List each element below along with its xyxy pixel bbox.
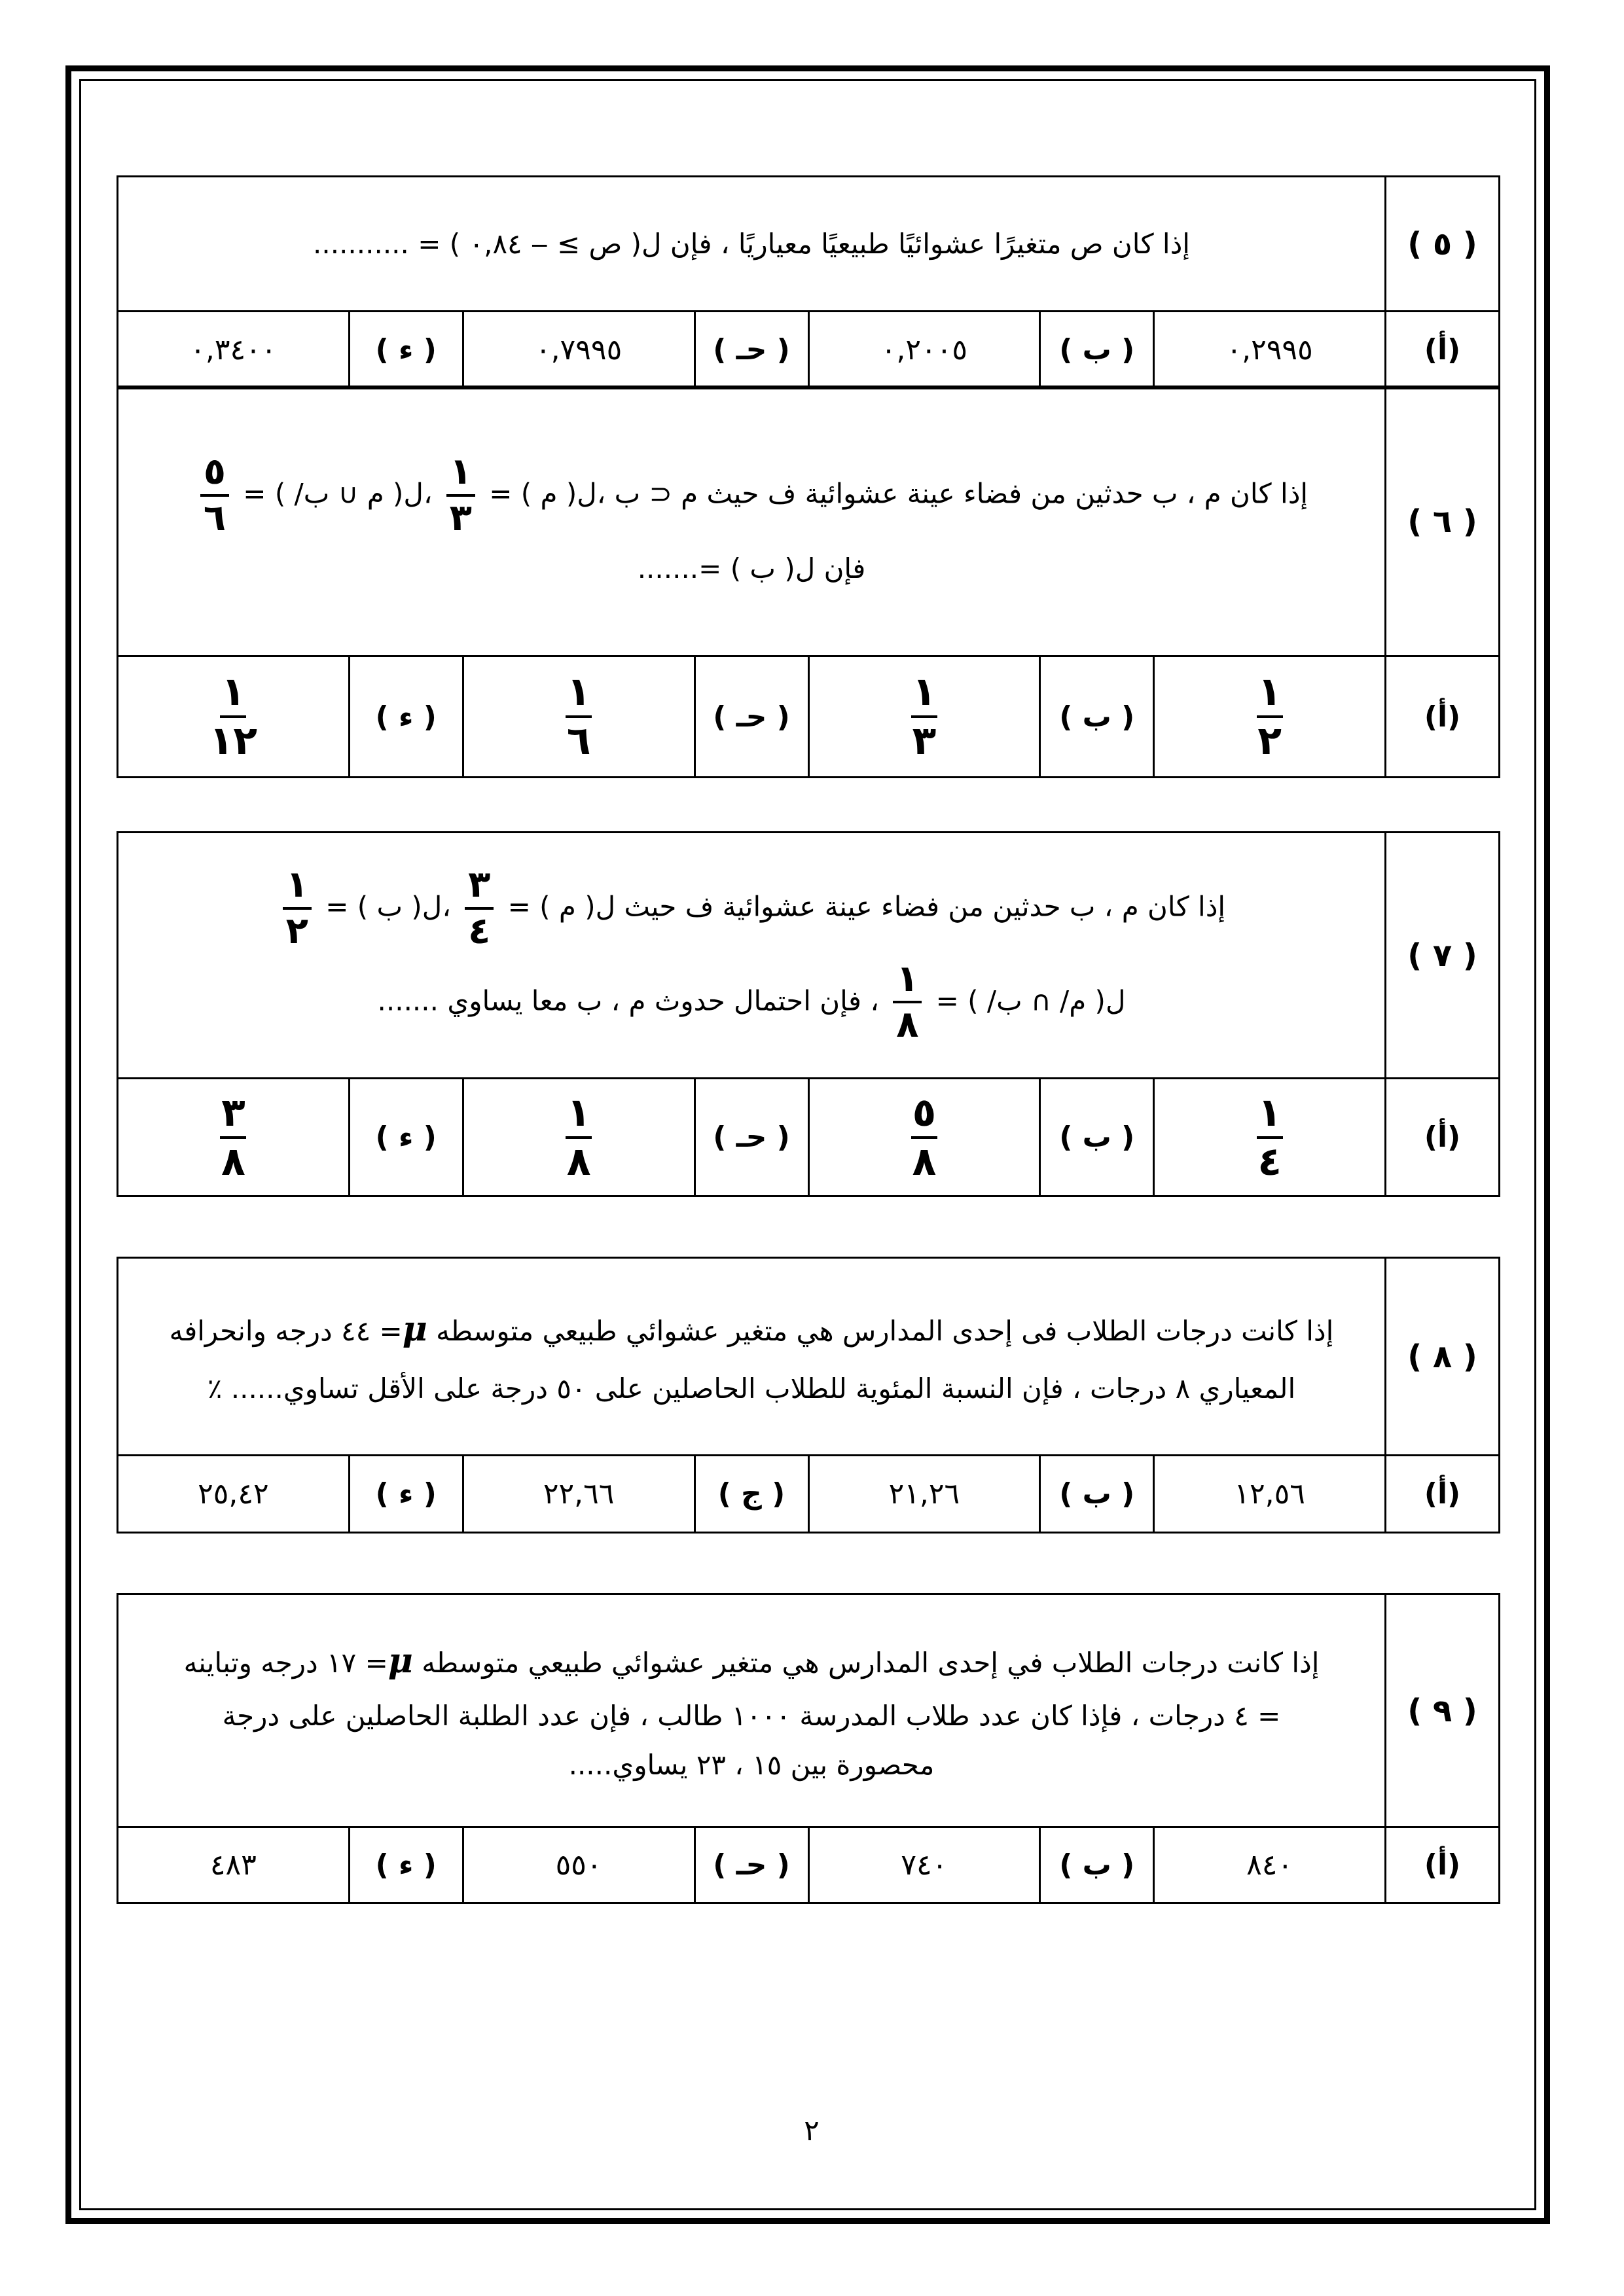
stem-text: ،ل( ب ) =: [325, 890, 451, 923]
answer-row: [118, 312, 1500, 389]
question-6: [117, 386, 1500, 778]
option-b-label: ( ب ): [1040, 312, 1154, 389]
question-number: ( ٨ ): [1386, 1258, 1500, 1456]
answer-row-label: (أ): [1386, 1079, 1500, 1196]
option-c-label: ( حـ ): [695, 1079, 808, 1196]
stem-text: فإن ل( ب ) =.......: [637, 552, 866, 584]
fraction: $\frac{٥}{٦}$: [200, 453, 229, 538]
option-b-value[interactable]: $\frac{١}{٣}$: [808, 656, 1040, 778]
question-stem: [118, 387, 1386, 656]
stem-text: المعياري ٨ درجات ، فإن النسبة المئوية للطلاب الحاصلين على ٥٠ درجة على الأقل تساوي...... ٪: [207, 1372, 1296, 1405]
option-a-value[interactable]: ٠,٢٩٩٥: [1154, 312, 1386, 389]
question-stem: [118, 833, 1386, 1079]
option-c-label: ( حـ ): [695, 656, 808, 778]
option-d-value[interactable]: ٠,٣٤٠٠: [118, 312, 350, 389]
question-number: ( ٦ ): [1386, 387, 1500, 656]
question-stem: [118, 1258, 1386, 1456]
question-number: ( ٥ ): [1386, 177, 1500, 312]
option-a-value[interactable]: ١٢,٥٦: [1154, 1456, 1386, 1533]
answer-row-label: (أ): [1386, 312, 1500, 389]
fraction: $\frac{٣}{٤}$: [465, 866, 494, 951]
option-a-value[interactable]: $\frac{١}{٤}$: [1154, 1079, 1386, 1196]
option-c-label: ( حـ ): [695, 312, 808, 389]
option-d-label: ( ء ): [349, 312, 463, 389]
option-b-label: ( ب ): [1040, 1456, 1154, 1533]
stem-text: محصورة بين ١٥ ، ٢٣ يساوي.....: [568, 1748, 935, 1781]
question-9: [117, 1593, 1500, 1904]
option-b-value[interactable]: ٢١,٢٦: [808, 1456, 1040, 1533]
answer-row-label: (أ): [1386, 656, 1500, 778]
option-b-value[interactable]: $\frac{٥}{٨}$: [808, 1079, 1040, 1196]
option-b-label: ( ب ): [1040, 1827, 1154, 1903]
page-number: ٢: [804, 2114, 820, 2147]
option-c-value[interactable]: $\frac{١}{٨}$: [463, 1079, 695, 1196]
question-stem: [118, 1594, 1386, 1827]
option-c-value[interactable]: $\frac{١}{٦}$: [463, 656, 695, 778]
option-c-value[interactable]: ٢٢,٦٦: [463, 1456, 695, 1533]
mu-symbol: μ: [402, 1308, 427, 1349]
fraction: $\frac{١}{٢}$: [283, 866, 312, 951]
stem-text: إذا كانت درجات الطلاب في إحدى المدارس هي متغير عشوائي طبيعي متوسطه: [422, 1647, 1320, 1679]
option-b-value[interactable]: ٠,٢٠٠٥: [808, 312, 1040, 389]
fraction: $\frac{١}{٨}$: [893, 960, 922, 1045]
answer-row-label: (أ): [1386, 1827, 1500, 1903]
stem-text: = ٤ درجات ، فإذا كان عدد طلاب المدرسة ١٠٠٠ طالب ، فإن عدد الطلبة الحاصلين على درجة: [222, 1699, 1281, 1732]
option-d-label: ( ء ): [349, 1456, 463, 1533]
answer-row-label: (أ): [1386, 1456, 1500, 1533]
stem-text: ،ل( م ∪ ب/ ) =: [243, 477, 433, 510]
stem-text: = ١٧ درجه وتباينه: [183, 1647, 388, 1679]
option-c-label: ( حـ ): [695, 1827, 808, 1903]
answer-row: [118, 1079, 1500, 1196]
stem-text: = ٤٤ درجه وانحرافه: [169, 1314, 403, 1347]
mu-symbol: μ: [388, 1641, 413, 1681]
stem-text: إذا كان م ، ب حدثين من فضاء عينة عشوائية ف حيث ل( م ) =: [507, 890, 1226, 923]
stem-text: إذا كان م ، ب حدثين من فضاء عينة عشوائية ف حيث م ⊂ ب ،ل( م ) =: [489, 477, 1308, 510]
answer-row: [118, 1456, 1500, 1533]
question-7: [117, 831, 1500, 1197]
option-c-value[interactable]: ٠,٧٩٩٥: [463, 312, 695, 389]
option-a-value[interactable]: $\frac{١}{٢}$: [1154, 656, 1386, 778]
option-d-label: ( ء ): [349, 1827, 463, 1903]
question-stem: إذا كان ص متغيرًا عشوائيًا طبيعيًا معياريًا ، فإن ل( ص ≥ ‒ ٠,٨٤ ) = ...........: [118, 177, 1386, 312]
stem-text: ل( م/ ∩ ب/ ) =: [935, 984, 1126, 1016]
question-number: ( ٩ ): [1386, 1594, 1500, 1827]
option-c-label: ( ج ): [695, 1456, 808, 1533]
option-d-value[interactable]: $\frac{١}{١٢}$: [118, 656, 350, 778]
option-b-label: ( ب ): [1040, 1079, 1154, 1196]
option-c-value[interactable]: ٥٥٠: [463, 1827, 695, 1903]
option-d-value[interactable]: ٢٥,٤٢: [118, 1456, 350, 1533]
question-5: [117, 175, 1500, 389]
option-d-value[interactable]: ٤٨٣: [118, 1827, 350, 1903]
stem-text: إذا كانت درجات الطلاب فى إحدى المدارس هي متغير عشوائي طبيعي متوسطه: [436, 1314, 1334, 1347]
fraction: $\frac{١}{٣}$: [446, 453, 475, 538]
option-b-value[interactable]: ٧٤٠: [808, 1827, 1040, 1903]
option-b-label: ( ب ): [1040, 656, 1154, 778]
option-d-label: ( ء ): [349, 1079, 463, 1196]
answer-row: [118, 1827, 1500, 1903]
option-a-value[interactable]: ٨٤٠: [1154, 1827, 1386, 1903]
question-number: ( ٧ ): [1386, 833, 1500, 1079]
answer-row: [118, 656, 1500, 778]
option-d-label: ( ء ): [349, 656, 463, 778]
option-d-value[interactable]: $\frac{٣}{٨}$: [118, 1079, 350, 1196]
stem-text: ، فإن احتمال حدوث م ، ب معا يساوي .......: [377, 984, 879, 1016]
question-8: [117, 1257, 1500, 1534]
